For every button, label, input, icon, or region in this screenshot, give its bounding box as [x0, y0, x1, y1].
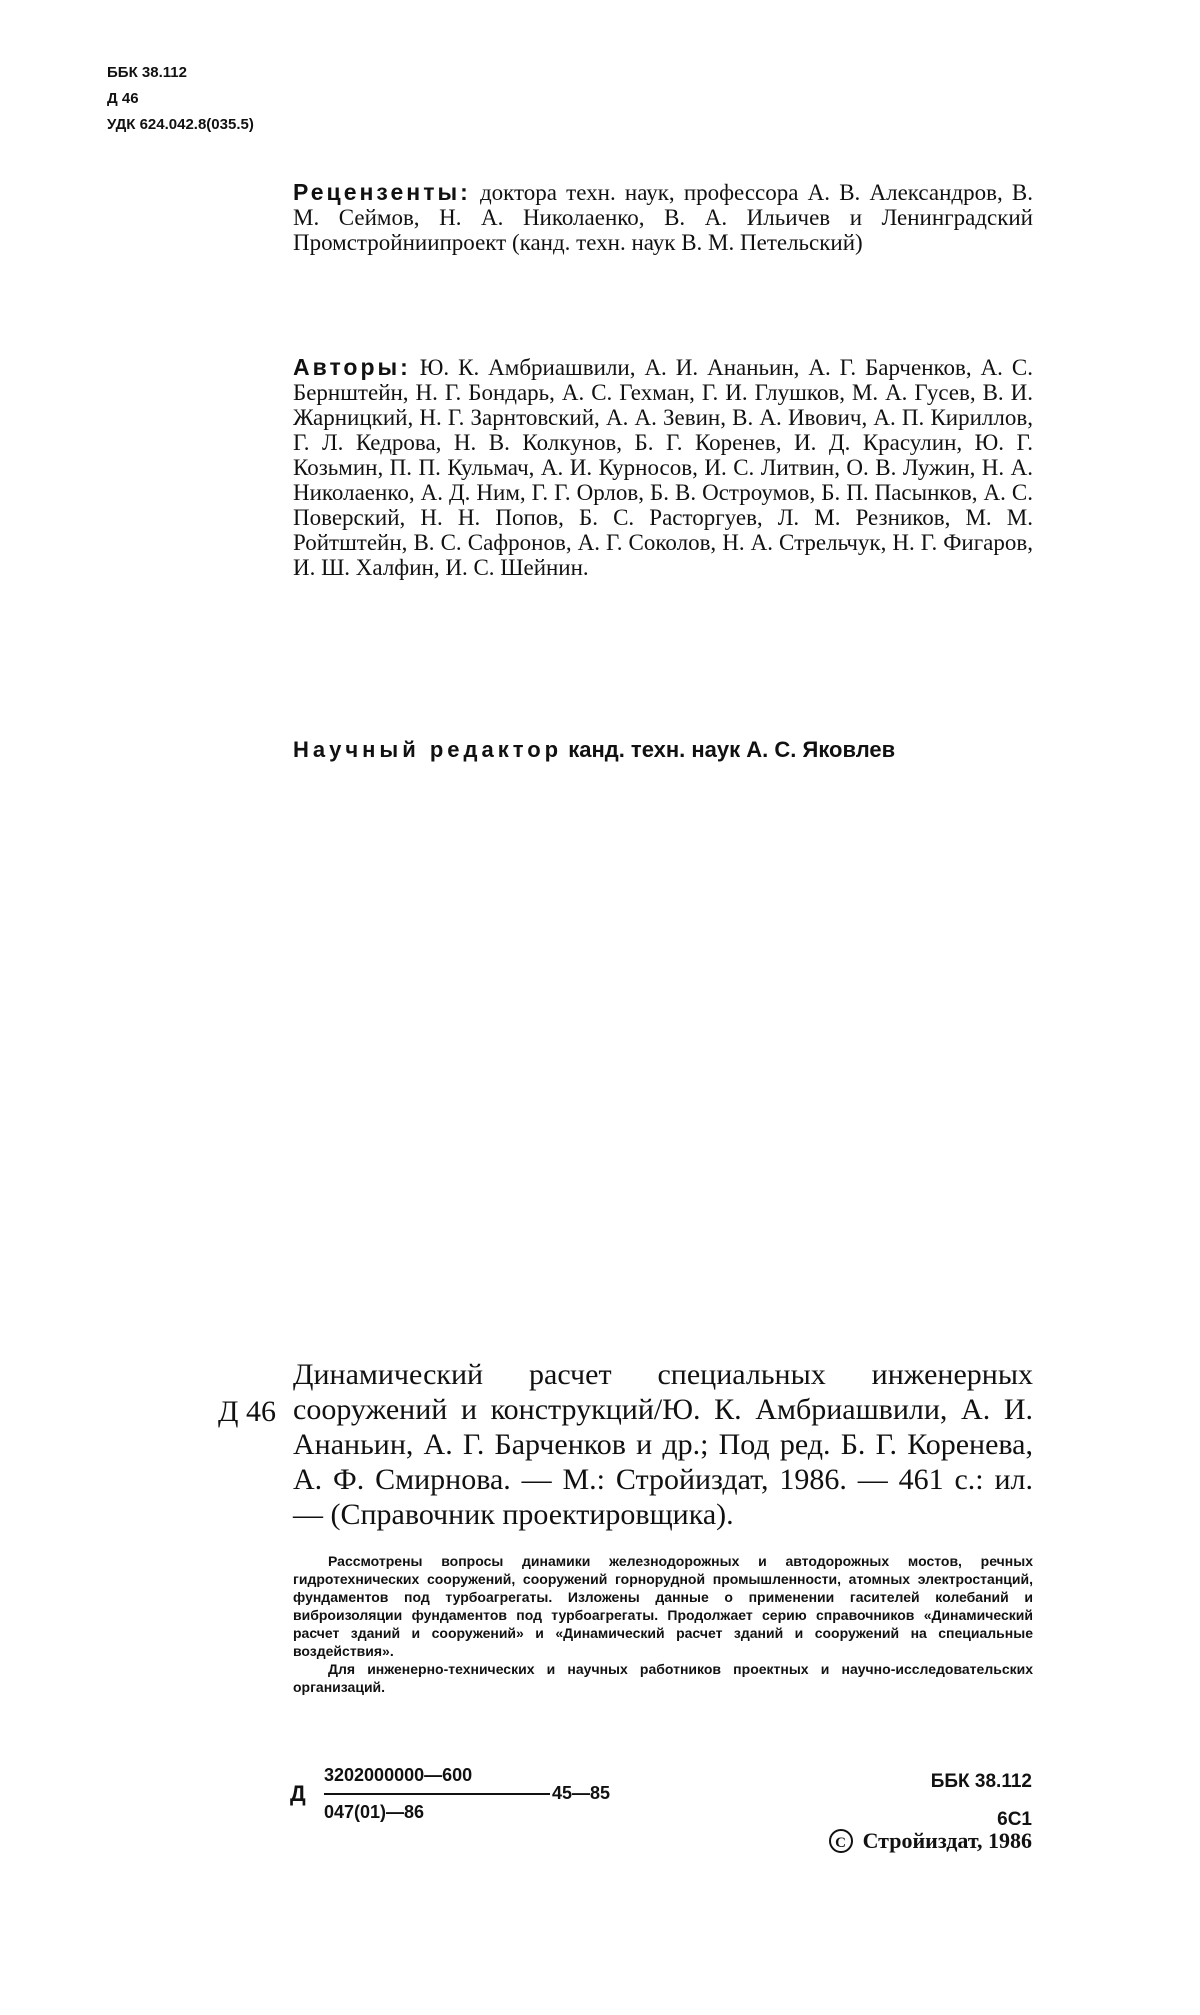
- udk-code: УДК 624.042.8(035.5): [107, 116, 254, 133]
- index-denominator: 047(01)—86: [324, 1802, 425, 1822]
- authors-block: [293, 355, 1033, 580]
- index-code: Д 46: [107, 90, 139, 107]
- fraction-line: [324, 1793, 550, 1795]
- bibliographic-index: Д 46: [218, 1395, 276, 1428]
- abstract: [293, 1552, 1033, 1696]
- bibliographic-record: [293, 1357, 1033, 1532]
- abstract-paragraph: Для инженерно-технических и научных работников проектных и научно-исследовательских организаций.: [293, 1661, 1033, 1695]
- index-letter: Д: [290, 1781, 306, 1806]
- bbk-code: ББК 38.112: [107, 64, 187, 81]
- reviewers-text: доктора техн. наук, профессора А. В. Александров, В. М. Сеймов, Н. А. Николаенко, В. А. Ильичев и Ленинградский Промстройниипроект (канд. техн. наук В. М. Петельский): [293, 180, 1033, 255]
- authors-label: Авторы:: [293, 354, 411, 380]
- authors-text: Ю. К. Амбриашвили, А. И. Ананьин, А. Г. Барченков, А. С. Бернштейн, Н. Г. Бондарь, А. С. Гехман, Г. И. Глушков, М. А. Гусев, В. И. Жарницкий, Н. Г. Зарнтовский, А. А. Зевин, В. А. Ивович, А. П. Кириллов, Г. Л. Кедрова, Н. В. Колкунов, Б. Г. Коренев, И. Д. Красулин, Ю. Г. Козьмин, П. П. Кульмач, А. И. Курносов, И. С. Литвин, О. В. Лужин, Н. А. Николаенко, А. Д. Ним, Г. Г. Орлов, Б. В. Остроумов, Б. П. Пасынков, А. С. Поверский, Н. Н. Попов, Б. С. Расторгуев, Л. М. Резников, М. М. Ройтштейн, В. С. Сафронов, А. Г. Соколов, Н. А. Стрельчук, Н. Г. Фигаров, И. Ш. Халфин, И. С. Шейнин.: [293, 355, 1033, 580]
- copyright-text: Стройиздат, 1986: [862, 1828, 1032, 1853]
- bbk-line: ББК 38.112: [930, 1771, 1032, 1792]
- editor-text: канд. техн. наук А. С. Яковлев: [562, 737, 896, 762]
- copyright-notice: [829, 1828, 1032, 1854]
- bibliographic-citation: Динамический расчет специальных инженерных сооружений и конструкций/Ю. К. Амбриашвили, А. И. Ананьин, А. Г. Барченков и др.; Под ред. Б. Г. Коренева, А. Ф. Смирнова. — М.: Стройиздат, 1986. — 461 с.: ил. — (Справочник проектировщика).: [293, 1358, 1033, 1531]
- bbk-line: 6С1: [997, 1809, 1032, 1830]
- copyright-icon: С: [829, 1829, 853, 1853]
- index-right: 45—85: [552, 1783, 611, 1803]
- editor-label: Научный редактор: [293, 737, 563, 762]
- index-numerator: 3202000000—600: [324, 1765, 473, 1785]
- reviewers-label: Рецензенты:: [293, 179, 471, 205]
- reviewers-block: [293, 180, 1033, 255]
- editor-line: [293, 737, 895, 763]
- classification-codes: [107, 60, 254, 138]
- abstract-paragraph: Рассмотрены вопросы динамики железнодорожных и автодорожных мостов, речных гидротехнических сооружений, сооружений горнорудной промышленности, атомных электростанций, фундаментов под турбоагрегаты. Изложены данные о применении гасителей колебаний и виброизоляции фундаментов под турбоагрегаты. Продолжает серию справочников «Динамический расчет зданий и сооружений» и «Динамический расчет зданий и сооружений на специальные воздействия».: [293, 1553, 1033, 1659]
